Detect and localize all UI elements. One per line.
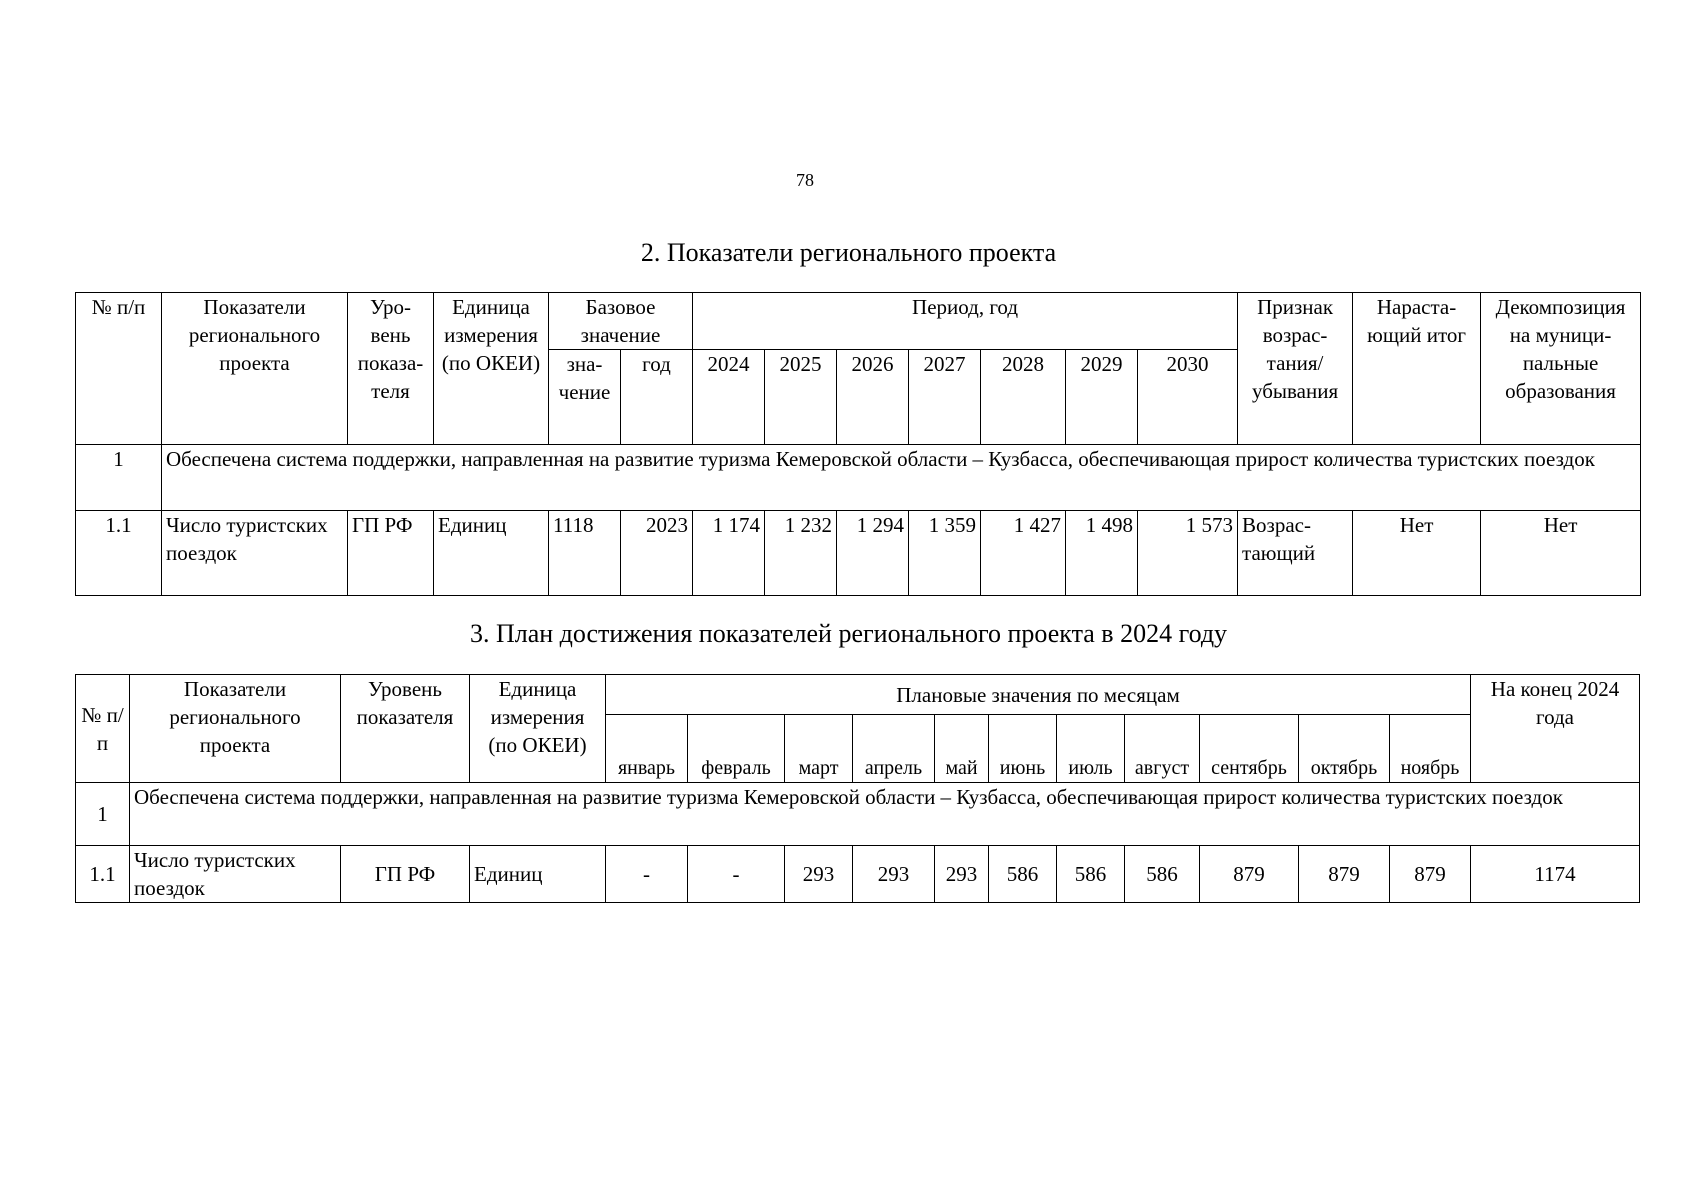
row-month-value: 293 (935, 846, 989, 903)
row-month-value: - (688, 846, 785, 903)
row-month-value: - (606, 846, 688, 903)
header-year: 2029 (1066, 350, 1138, 445)
header-base: Базовое значение (549, 293, 693, 350)
header-base-year: год (621, 350, 693, 445)
table-group-row (76, 783, 1640, 846)
header-end: На конец 2024 года (1471, 675, 1640, 783)
header-year: 2030 (1138, 350, 1238, 445)
row-base-value: 1118 (549, 511, 621, 596)
group-text: Обеспечена система поддержки, направленная на развитие туризма Кемеровской области – Кузбасса, обеспечивающая прирост количества туристских поездок (130, 783, 1640, 846)
row-base-year: 2023 (621, 511, 693, 596)
header-month: май (935, 715, 989, 783)
header-cumulative: Нараста- ющий итог (1353, 293, 1481, 445)
table-row (76, 846, 1640, 903)
row-unit: Единиц (434, 511, 549, 596)
row-month-value: 586 (1125, 846, 1200, 903)
header-level: Уро- вень показа- теля (348, 293, 434, 445)
table-row (76, 511, 1641, 596)
row-month-value: 293 (785, 846, 853, 903)
header-indicators: Показатели регионального проекта (162, 293, 348, 445)
section-title-plan: 3. План достижения показателей регионального проекта в 2024 году (469, 619, 1228, 648)
header-level: Уровень показателя (341, 675, 470, 783)
header-year: 2024 (693, 350, 765, 445)
row-year-value: 1 427 (981, 511, 1066, 596)
row-month-value: 879 (1299, 846, 1390, 903)
plan-table (75, 674, 1640, 903)
row-unit: Единиц (470, 846, 606, 903)
header-year: 2028 (981, 350, 1066, 445)
header-month: март (785, 715, 853, 783)
row-month-value: 586 (989, 846, 1057, 903)
row-decomposition: Нет (1481, 511, 1641, 596)
row-month-value: 293 (853, 846, 935, 903)
header-num: № п/п (76, 293, 162, 445)
header-month: ноябрь (1390, 715, 1471, 783)
header-base-value: зна- чение (549, 350, 621, 445)
header-month: октябрь (1299, 715, 1390, 783)
row-num: 1.1 (76, 846, 130, 903)
header-month: февраль (688, 715, 785, 783)
header-month: июль (1057, 715, 1125, 783)
row-name: Число туристских поездок (162, 511, 348, 596)
header-month: июнь (989, 715, 1057, 783)
row-year-value: 1 359 (909, 511, 981, 596)
header-months-title: Плановые значения по месяцам (606, 675, 1471, 715)
header-year: 2026 (837, 350, 909, 445)
group-num: 1 (76, 783, 130, 846)
page-number: 78 (796, 170, 814, 190)
header-month: сентябрь (1200, 715, 1299, 783)
header-month: апрель (853, 715, 935, 783)
header-decomposition: Декомпозиция на муници- пальные образования (1481, 293, 1641, 445)
header-period: Период, год (693, 293, 1238, 350)
row-cumulative: Нет (1353, 511, 1481, 596)
header-indicators: Показатели регионального проекта (130, 675, 341, 783)
header-month: август (1125, 715, 1200, 783)
row-month-value: 586 (1057, 846, 1125, 903)
header-year: 2025 (765, 350, 837, 445)
indicators-table (75, 292, 1641, 596)
header-unit: Единица измерения (по ОКЕИ) (470, 675, 606, 783)
row-year-value: 1 232 (765, 511, 837, 596)
row-year-value: 1 294 (837, 511, 909, 596)
table-group-row (76, 445, 1641, 511)
row-num: 1.1 (76, 511, 162, 596)
row-month-value: 879 (1390, 846, 1471, 903)
group-text: Обеспечена система поддержки, направленная на развитие туризма Кемеровской области – Кузбасса, обеспечивающая прирост количества туристских поездок (162, 445, 1641, 511)
group-num: 1 (76, 445, 162, 511)
row-year-value: 1 498 (1066, 511, 1138, 596)
row-year-value: 1 573 (1138, 511, 1238, 596)
header-year: 2027 (909, 350, 981, 445)
header-num: № п/п (76, 675, 130, 783)
header-unit: Единица измерения (по ОКЕИ) (434, 293, 549, 445)
row-end-value: 1174 (1471, 846, 1640, 903)
row-sign: Возрас- тающий (1238, 511, 1353, 596)
row-year-value: 1 174 (693, 511, 765, 596)
row-month-value: 879 (1200, 846, 1299, 903)
section-title-indicators: 2. Показатели регионального проекта (640, 238, 1057, 267)
row-name: Число туристских поездок (130, 846, 341, 903)
row-level: ГП РФ (348, 511, 434, 596)
row-level: ГП РФ (341, 846, 470, 903)
header-sign: Признак возрас- тания/ убывания (1238, 293, 1353, 445)
header-month: январь (606, 715, 688, 783)
